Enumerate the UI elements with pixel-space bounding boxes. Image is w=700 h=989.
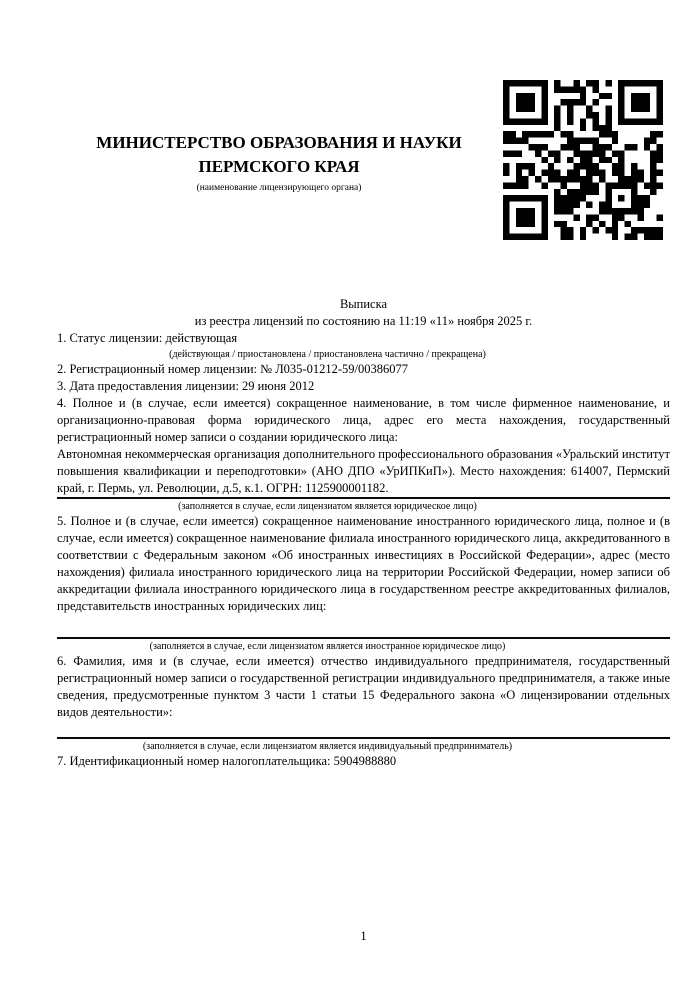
item-5-caption: (заполняется в случае, если лицензиатом является иностранное юридическое лицо): [149, 641, 506, 652]
title-line1: Выписка: [339, 297, 388, 311]
item-6-caption: (заполняется в случае, если лицензиатом является индивидуальный предприниматель): [142, 741, 513, 752]
item-4-legal-entity-label: 4. Полное и (в случае, если имеется) сокращенное наименование, в том числе фирменное наименование, и организационно-правовая форма юридического лица, адрес его места нахождения, государственный регистрационный номер записи о создании юридического лица:: [57, 396, 670, 444]
title-line2: из реестра лицензий по состоянию на 11:19 «11» ноября 2025 г.: [194, 314, 533, 328]
item-3-license-date: 3. Дата предоставления лицензии: 29 июня 2012: [57, 379, 315, 393]
item-5-fill-line: [57, 637, 670, 639]
item-4-caption: (заполняется в случае, если лицензиатом является юридическое лицо): [178, 501, 477, 512]
item-1-license-status: 1. Статус лицензии: действующая: [57, 331, 238, 345]
ministry-name-line2: ПЕРМСКОГО КРАЯ: [198, 157, 360, 177]
ministry-caption: (наименование лицензирующего органа): [196, 183, 362, 194]
item-4-legal-entity-value: Автономная некоммерческая организация дополнительного профессионального образования «Уральский институт повышения квалификации и переподготовки» (АНО ДПО «УрИПКиП»). Место нахождения: 614007, Пермский край, г. Пермь, ул. Революции, д.5, к.1. ОГРН: 1125900001182.: [57, 447, 670, 495]
item-2-registration-number: 2. Регистрационный номер лицензии: № Л035-01212-59/00386077: [57, 362, 408, 376]
page-number: 1: [360, 929, 367, 943]
ministry-name-line1: МИНИСТЕРСТВО ОБРАЗОВАНИЯ И НАУКИ: [96, 133, 462, 152]
item-5-foreign-entity-label: 5. Полное и (в случае, если имеется) сокращенное наименование иностранного юридического лица, полное и (в случае, если имеется) сокращенное наименование филиала иностранного юридического лица, аккредитованного в соответствии с Федеральным законом «Об иностранных инвестициях в Российской Федерации», адрес (место нахождения) филиала иностранного юридического лица на территории Российской Федерации, номер записи об аккредитации филиала иностранного юридического лица в государственном реестре аккредитованных филиалов, представительств иностранных юридических лиц:: [57, 514, 670, 613]
item-6-entrepreneur-label: 6. Фамилия, имя и (в случае, если имеется) отчество индивидуального предпринимателя, государственный регистрационный номер записи о государственной регистрации индивидуального предпринимателя, а также иные сведения, предусмотренные пунктом 3 части 1 статьи 15 Федерального закона «О лицензировании отдельных видов деятельности»:: [57, 654, 670, 719]
document-body: [57, 0, 670, 989]
item-7-taxpayer-number: 7. Идентификационный номер налогоплательщика: 5904988880: [57, 754, 397, 768]
item-4-fill-line: [57, 497, 670, 499]
item-5-blank-field: [57, 615, 670, 637]
item-6-blank-field: [57, 721, 670, 737]
item-1-caption: (действующая / приостановлена / приостановлена частично / прекращена): [169, 349, 486, 360]
document-title: [57, 296, 670, 330]
item-6-fill-line: [57, 737, 670, 739]
